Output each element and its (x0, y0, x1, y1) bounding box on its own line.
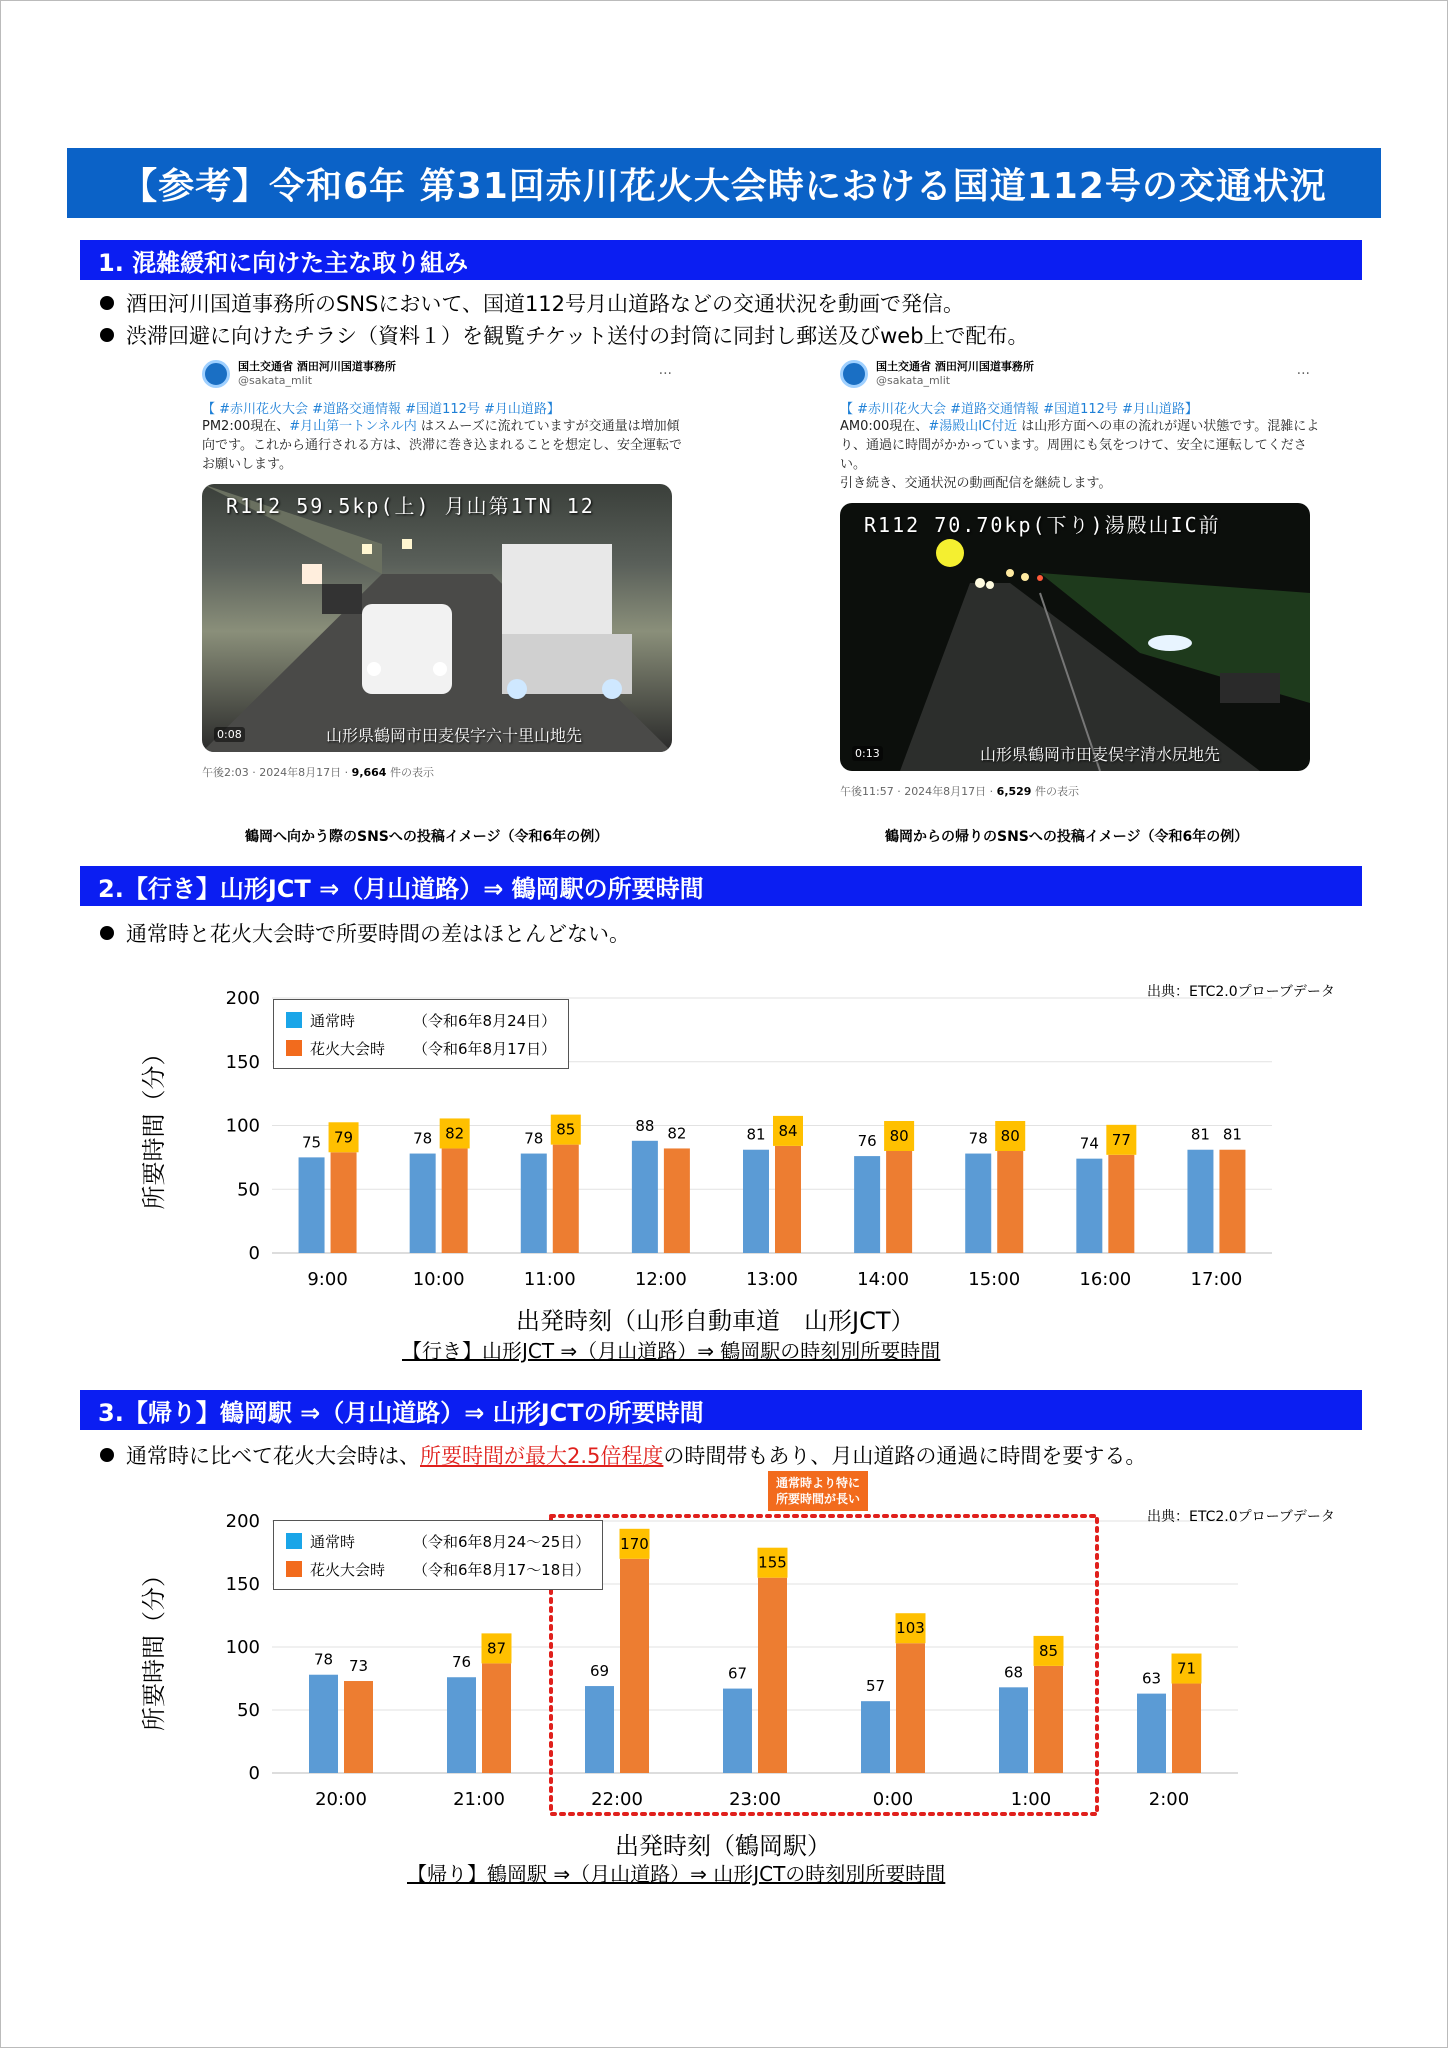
bar-event (620, 1559, 649, 1773)
bar-event (775, 1146, 801, 1253)
return-chart-area (80, 1476, 1362, 1896)
post-meta: 午後2:03 · 2024年8月17日 · 9,664 件の表示 (202, 766, 434, 779)
legend-item-normal (286, 1006, 556, 1034)
bullet-text: 通常時に比べて花火大会時は、 (126, 1444, 420, 1468)
bullet-highlight: 所要時間が最大2.5倍程度 (420, 1444, 664, 1468)
video-overlay-top: R112 70.70kp(下り)湯殿山IC前 (864, 513, 1221, 537)
account-handle: @sakata_mlit (238, 374, 313, 387)
data-label-normal: 68 (1003, 1663, 1024, 1682)
video-overlay-top: R112 59.5kp(上) 月山第1TN 12 (226, 494, 595, 518)
video-duration: 0:08 (214, 727, 245, 742)
x-tick-label: 1:00 (1010, 1789, 1052, 1810)
bar-normal (309, 1675, 338, 1773)
bullet-item (100, 1440, 1146, 1470)
x-tick-label: 21:00 (453, 1789, 505, 1810)
data-label-normal: 67 (727, 1664, 748, 1683)
bar-event (344, 1681, 373, 1773)
data-label-normal: 74 (1079, 1134, 1099, 1153)
legend-swatch-normal (286, 1012, 302, 1028)
data-label-event: 170 (620, 1534, 649, 1553)
video-duration: 0:13 (852, 746, 883, 761)
bar-normal (299, 1157, 325, 1253)
section-2-heading: 2.【行き】山形JCT ⇒（月山道路）⇒ 鶴岡駅の所要時間 (80, 866, 1362, 906)
outbound-chart-area (80, 955, 1362, 1385)
legend-date: （令和6年8月17日） (413, 1039, 557, 1058)
legend-date: （令和6年8月24～25日） (413, 1532, 591, 1551)
data-label-normal: 78 (524, 1129, 544, 1148)
data-label-normal: 75 (302, 1133, 322, 1152)
bullet-item (100, 288, 964, 318)
data-label-event: 71 (1176, 1659, 1197, 1678)
data-label-event: 80 (889, 1127, 909, 1145)
video-overlay-bottom: 山形県鶴岡市田麦俣字清水尻地先 (979, 745, 1220, 764)
bar-normal (965, 1154, 991, 1253)
bullet-text: 酒田河川国道事務所のSNSにおいて、国道112号月山道路などの交通状況を動画で発信。 (126, 292, 965, 316)
bar-event (331, 1152, 357, 1253)
chart-title: 【行き】山形JCT ⇒（月山道路）⇒ 鶴岡駅の時刻別所要時間 (402, 1339, 941, 1363)
x-axis-title: 出発時刻（鶴岡駅） (615, 1832, 831, 1860)
account-name: 国土交通省 酒田河川国道事務所 (238, 360, 396, 373)
bar-event (664, 1148, 690, 1253)
x-tick-label: 13:00 (746, 1269, 798, 1290)
bar-normal (1076, 1159, 1102, 1253)
sns-post-return (840, 360, 1320, 799)
data-label-normal: 78 (313, 1650, 334, 1669)
legend-item-normal (286, 1527, 590, 1555)
account-handle: @sakata_mlit (876, 374, 951, 387)
legend-label: 通常時 (310, 1532, 356, 1551)
data-label-event: 81 (1222, 1125, 1242, 1144)
y-tick-label: 0 (248, 1243, 260, 1264)
post-hashtags: 【 #赤川花火大会 #道路交通情報 #国道112号 #月山道路】 (202, 402, 560, 417)
post-meta: 午後11:57 · 2024年8月17日 · 6,529 件の表示 (840, 785, 1079, 798)
traffic-video-tunnel[interactable] (202, 484, 672, 752)
x-tick-label: 17:00 (1190, 1269, 1243, 1290)
more-options-icon[interactable]: ··· (658, 366, 672, 382)
legend-label: 花火大会時 (310, 1560, 386, 1579)
legend-swatch-event (286, 1040, 302, 1056)
bullet-dot (100, 328, 114, 342)
bar-normal (999, 1687, 1028, 1773)
highlight-note (768, 1471, 868, 1511)
bullet-text: 通常時と花火大会時で所要時間の差はほとんどない。 (126, 922, 630, 946)
x-tick-label: 12:00 (634, 1269, 687, 1290)
x-tick-label: 16:00 (1079, 1269, 1132, 1290)
data-label-normal: 57 (865, 1677, 886, 1696)
y-tick-label: 50 (237, 1700, 260, 1721)
x-tick-label: 14:00 (857, 1269, 910, 1290)
chart-legend (273, 1520, 603, 1590)
note-text: 所要時間が長い (776, 1492, 861, 1506)
bar-normal (861, 1701, 890, 1773)
data-label-event: 82 (667, 1124, 687, 1143)
bar-normal (1187, 1150, 1213, 1253)
bar-event (442, 1148, 468, 1253)
x-tick-label: 22:00 (591, 1789, 643, 1810)
legend-date: （令和6年8月24日） (413, 1011, 557, 1030)
page-title: 【参考】令和6年 第31回赤川花火大会時における国道112号の交通状況 (67, 148, 1381, 218)
bullet-text: 渋滞回避に向けたチラシ（資料１）を観覧チケット送付の封筒に同封し郵送及びweb上で配布。 (126, 324, 1029, 348)
legend-swatch-event (286, 1561, 302, 1577)
bullet-item (100, 320, 1029, 350)
y-tick-label: 100 (225, 1115, 260, 1137)
bullet-text: の時間帯もあり、月山道路の通過に時間を要する。 (663, 1444, 1147, 1468)
data-label-normal: 81 (746, 1125, 766, 1144)
post-hashtags: 【 #赤川花火大会 #道路交通情報 #国道112号 #月山道路】 (840, 402, 1198, 417)
bar-normal (854, 1156, 880, 1253)
data-label-normal: 76 (451, 1653, 472, 1672)
traffic-video-night[interactable] (840, 503, 1310, 771)
data-label-event: 80 (1000, 1127, 1020, 1145)
data-label-event: 77 (1111, 1130, 1131, 1149)
data-label-normal: 88 (635, 1116, 655, 1135)
x-tick-label: 9:00 (307, 1269, 348, 1290)
data-label-event: 79 (334, 1128, 354, 1147)
data-source: 出典：ETC2.0プローブデータ (1147, 1509, 1335, 1525)
bar-event (553, 1145, 579, 1253)
bar-normal (521, 1154, 547, 1253)
bar-normal (585, 1686, 614, 1773)
legend-label: 花火大会時 (310, 1039, 386, 1058)
post-text: AM0:00現在、#湯殿山IC付近 は山形方面への車の流れが遅い状態です。混雑により、通過に時間がかかっています。周囲にも気をつけて、安全に運転してください。 引き続き、交通状況の動画配信を継続します。 (840, 419, 1320, 491)
sns-post-outbound (202, 360, 682, 780)
legend-item-event (286, 1555, 590, 1583)
data-label-normal: 78 (968, 1129, 988, 1148)
y-axis-title: 所要時間（分） (140, 1563, 168, 1731)
data-label-normal: 78 (413, 1129, 433, 1148)
agency-logo-icon (202, 360, 230, 388)
y-tick-label: 200 (225, 1511, 260, 1532)
bar-normal (632, 1141, 658, 1253)
more-options-icon[interactable]: ··· (1296, 366, 1310, 382)
data-label-event: 73 (348, 1657, 369, 1676)
y-tick-label: 50 (237, 1179, 260, 1201)
agency-logo-icon (840, 360, 868, 388)
bar-event (1219, 1150, 1245, 1253)
bar-event (997, 1151, 1023, 1253)
legend-item-event (286, 1034, 556, 1062)
chart-legend (273, 999, 569, 1069)
bar-event (1108, 1155, 1134, 1253)
bar-normal (410, 1154, 436, 1253)
post-text: PM2:00現在、#月山第一トンネル内 はスムーズに流れていますが交通量は増加傾向です。これから通行される方は、渋滞に巻き込まれることを想定し、安全運転でお願いします。 (202, 419, 682, 472)
section-3-heading: 3.【帰り】鶴岡駅 ⇒（月山道路）⇒ 山形JCTの所要時間 (80, 1390, 1362, 1430)
data-label-event: 103 (896, 1619, 925, 1638)
post-caption-outbound: 鶴岡へ向かう際のSNSへの投稿イメージ（令和6年の例） (245, 829, 609, 845)
bar-normal (1137, 1694, 1166, 1773)
bar-event (758, 1578, 787, 1773)
x-tick-label: 2:00 (1148, 1789, 1190, 1810)
post-caption-return: 鶴岡からの帰りのSNSへの投稿イメージ（令和6年の例） (885, 829, 1249, 845)
section-1-heading: 1. 混雑緩和に向けた主な取り組み (80, 240, 1362, 280)
bar-event (482, 1663, 511, 1773)
chart-title: 【帰り】鶴岡駅 ⇒（月山道路）⇒ 山形JCTの時刻別所要時間 (407, 1862, 946, 1886)
data-label-event: 85 (1038, 1641, 1059, 1660)
x-tick-label: 11:00 (523, 1269, 576, 1290)
bar-normal (723, 1689, 752, 1773)
data-label-event: 87 (486, 1639, 507, 1658)
y-tick-label: 150 (225, 1574, 260, 1595)
y-tick-label: 100 (225, 1637, 260, 1658)
video-overlay-bottom: 山形県鶴岡市田麦俣字六十里山地先 (325, 726, 582, 745)
bar-event (1172, 1684, 1201, 1773)
bar-event (886, 1151, 912, 1253)
note-text: 通常時より特に (776, 1476, 861, 1490)
bullet-dot (100, 296, 114, 310)
y-tick-label: 150 (225, 1051, 260, 1073)
bar-event (1034, 1666, 1063, 1773)
x-tick-label: 15:00 (968, 1269, 1021, 1290)
legend-swatch-normal (286, 1533, 302, 1549)
data-label-event: 82 (445, 1124, 465, 1143)
y-tick-label: 200 (225, 988, 260, 1009)
data-label-event: 155 (758, 1553, 787, 1572)
tunnel-scene (202, 484, 672, 752)
legend-date: （令和6年8月17～18日） (413, 1560, 591, 1579)
data-source: 出典：ETC2.0プローブデータ (1147, 984, 1335, 1000)
bar-normal (447, 1677, 476, 1773)
post-header (840, 360, 1320, 388)
account-name: 国土交通省 酒田河川国道事務所 (876, 360, 1034, 373)
x-axis-title: 出発時刻（山形自動車道 山形JCT） (516, 1307, 915, 1335)
y-axis-title: 所要時間（分） (140, 1041, 168, 1210)
bullet-dot (100, 1448, 114, 1462)
bar-normal (743, 1150, 769, 1253)
data-label-normal: 81 (1190, 1125, 1210, 1144)
data-label-normal: 63 (1141, 1669, 1162, 1688)
x-tick-label: 10:00 (412, 1269, 465, 1290)
y-tick-label: 0 (248, 1763, 260, 1784)
bullet-item (100, 918, 630, 948)
x-tick-label: 20:00 (315, 1789, 367, 1810)
x-tick-label: 0:00 (872, 1789, 914, 1810)
legend-label: 通常時 (310, 1011, 356, 1030)
data-label-event: 85 (556, 1120, 576, 1139)
data-label-event: 84 (778, 1121, 798, 1140)
night-road-scene (840, 503, 1310, 771)
data-label-normal: 69 (589, 1662, 610, 1681)
post-header (202, 360, 682, 388)
bar-event (896, 1643, 925, 1773)
data-label-normal: 76 (857, 1132, 877, 1151)
bullet-dot (100, 926, 114, 940)
x-tick-label: 23:00 (729, 1789, 781, 1810)
